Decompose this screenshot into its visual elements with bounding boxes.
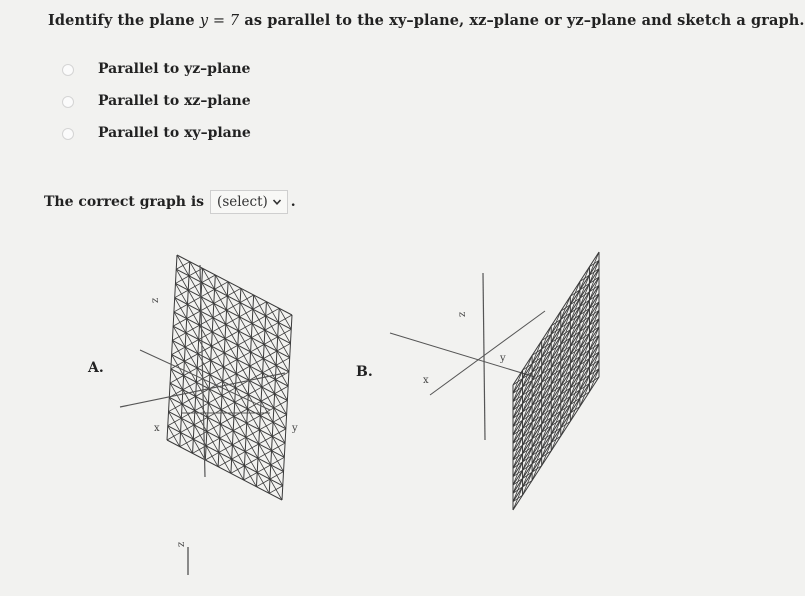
graph-b-axes bbox=[390, 273, 545, 440]
correct-graph-row bbox=[44, 190, 296, 214]
graph-a-x-label: x bbox=[154, 423, 160, 434]
sentence-period: . bbox=[290, 194, 296, 210]
graph-b-plane-sketch[interactable] bbox=[385, 245, 615, 525]
graph-b-y-label: y bbox=[500, 353, 506, 364]
option-label: Parallel to xy–plane bbox=[98, 125, 251, 141]
graph-a-y-label: y bbox=[292, 423, 298, 434]
option-label: Parallel to yz–plane bbox=[98, 61, 251, 77]
correct-graph-prompt: The correct graph is bbox=[44, 194, 205, 210]
graph-select-dropdown[interactable] bbox=[210, 190, 288, 214]
option-xy-plane[interactable] bbox=[62, 124, 251, 144]
graph-a-z-label: z bbox=[150, 297, 161, 303]
graph-a-z-bottom-label: z bbox=[176, 541, 187, 547]
graph-select-value: (select) bbox=[217, 194, 268, 210]
graph-b-x-label: x bbox=[423, 375, 429, 386]
radio-button-icon[interactable] bbox=[62, 64, 74, 76]
option-label: Parallel to xz–plane bbox=[98, 93, 251, 109]
graph-b-grid bbox=[513, 252, 599, 510]
graph-a-plane-sketch[interactable] bbox=[110, 245, 310, 585]
graph-a-label: A. bbox=[88, 360, 104, 376]
question-suffix: as parallel to the xy–plane, xz–plane or yz–plane and sketch a graph. bbox=[239, 12, 805, 29]
graph-a-grid bbox=[167, 255, 292, 500]
radio-button-icon[interactable] bbox=[62, 96, 74, 108]
graph-b-label: B. bbox=[356, 364, 373, 380]
question-text bbox=[48, 12, 805, 29]
graph-b-z-label: z bbox=[457, 311, 468, 317]
question-equation: y = 7 bbox=[199, 13, 240, 29]
option-xz-plane[interactable] bbox=[62, 92, 251, 112]
option-yz-plane[interactable] bbox=[62, 60, 251, 80]
chevron-down-icon bbox=[272, 197, 282, 207]
question-prefix: Identify the plane bbox=[48, 12, 200, 29]
radio-button-icon[interactable] bbox=[62, 128, 74, 140]
